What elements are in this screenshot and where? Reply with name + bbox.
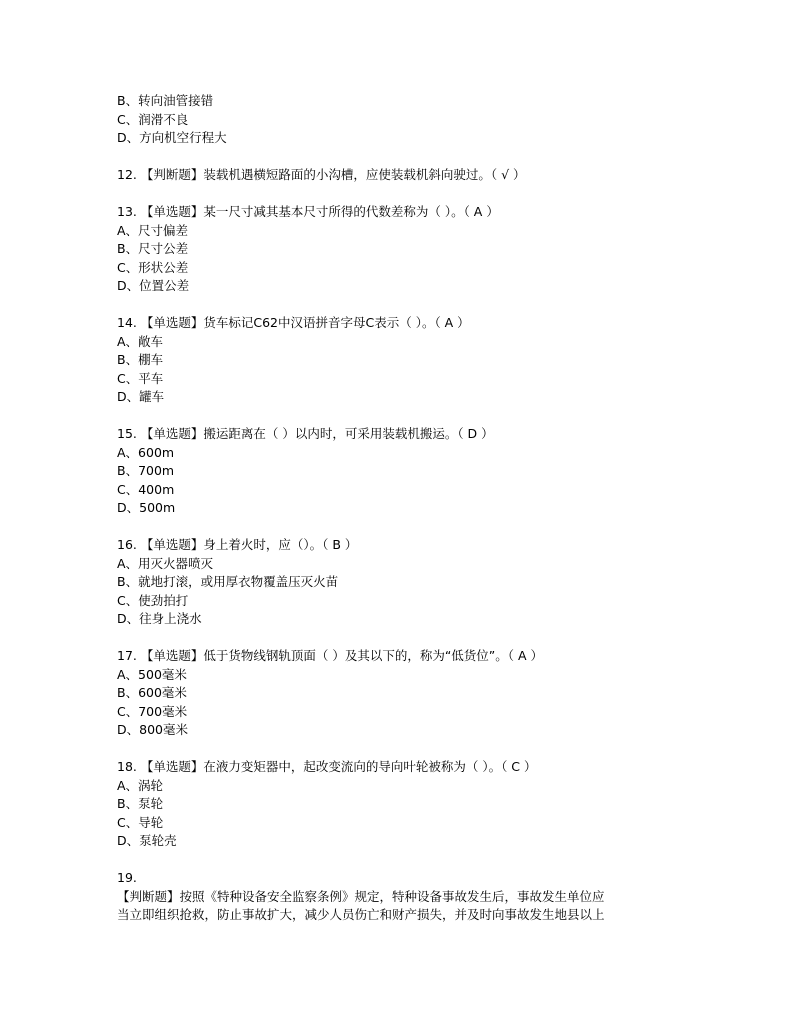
question-17-option-d: D、800毫米 (117, 722, 188, 737)
question-15-option-c: C、400m (117, 481, 175, 497)
question-17-option-b: B、600毫米 (117, 685, 187, 700)
question-19-stem-line-2: 当立即组织抢救，防止事故扩大，减少人员伤亡和财产损失，并及时向事故发生地县以上 (117, 907, 605, 922)
question-16-option-b: B、就地打滚，或用厚衣物覆盖压灭火苗 (117, 574, 339, 589)
question-19-stem-line-1: 【判断题】按照《特种设备安全监察条例》规定，特种设备事故发生后，事故发生单位应 (117, 888, 605, 904)
question-15-option-b: B、700m (117, 463, 175, 478)
question-16-stem: 16. 【单选题】身上着火时，应（）。（ B ） (117, 537, 358, 552)
question-18-stem: 18. 【单选题】在液力变矩器中，起改变流向的导向叶轮被称为（ ）。（ C ） (117, 759, 537, 774)
question-18-option-b: B、泵轮 (117, 796, 164, 811)
question-16-option-a: A、用灭火器喷灭 (117, 555, 214, 571)
question-14-stem: 14. 【单选题】货车标记C62中汉语拼音字母C表示（ ）。（ A ） (117, 315, 470, 330)
question-13-option-c: C、形状公差 (117, 259, 189, 275)
question-18-option-a: A、涡轮 (117, 777, 164, 793)
question-16-option-d: D、往身上浇水 (117, 611, 202, 626)
question-18-option-d: D、泵轮壳 (117, 833, 177, 848)
question-15-option-a: A、600m (117, 444, 175, 460)
exam-page (117, 92, 677, 925)
question-16-option-c: C、使劲拍打 (117, 592, 189, 608)
question-17-option-c: C、700毫米 (117, 703, 188, 719)
question-15-option-d: D、500m (117, 500, 176, 515)
question-14-option-d: D、罐车 (117, 389, 165, 404)
question-18-option-c: C、导轮 (117, 814, 164, 830)
question-13-stem: 13. 【单选题】某一尺寸减其基本尺寸所得的代数差称为（ ）。（ A ） (117, 204, 499, 219)
prev-option-b: B、转向油管接错 (117, 93, 214, 108)
prev-option-c: C、润滑不良 (117, 111, 189, 127)
question-17-stem: 17. 【单选题】低于货物线钢轨顶面（ ）及其以下的，称为“低货位”。（ A ） (117, 648, 544, 663)
question-13-option-a: A、尺寸偏差 (117, 222, 189, 238)
question-13-option-b: B、尺寸公差 (117, 241, 189, 256)
question-14-option-a: A、敞车 (117, 333, 164, 349)
question-15-stem: 15. 【单选题】搬运距离在（ ）以内时，可采用装载机搬运。（ D ） (117, 426, 494, 441)
prev-option-d: D、方向机空行程大 (117, 130, 227, 145)
question-14-option-c: C、平车 (117, 370, 164, 386)
question-19-number: 19. (117, 870, 137, 885)
question-17-option-a: A、500毫米 (117, 666, 187, 682)
question-12-stem: 12. 【判断题】装载机遇横短路面的小沟槽，应使装载机斜向驶过。（ √ ） (117, 167, 526, 182)
question-14-option-b: B、棚车 (117, 352, 164, 367)
question-13-option-d: D、位置公差 (117, 278, 190, 293)
